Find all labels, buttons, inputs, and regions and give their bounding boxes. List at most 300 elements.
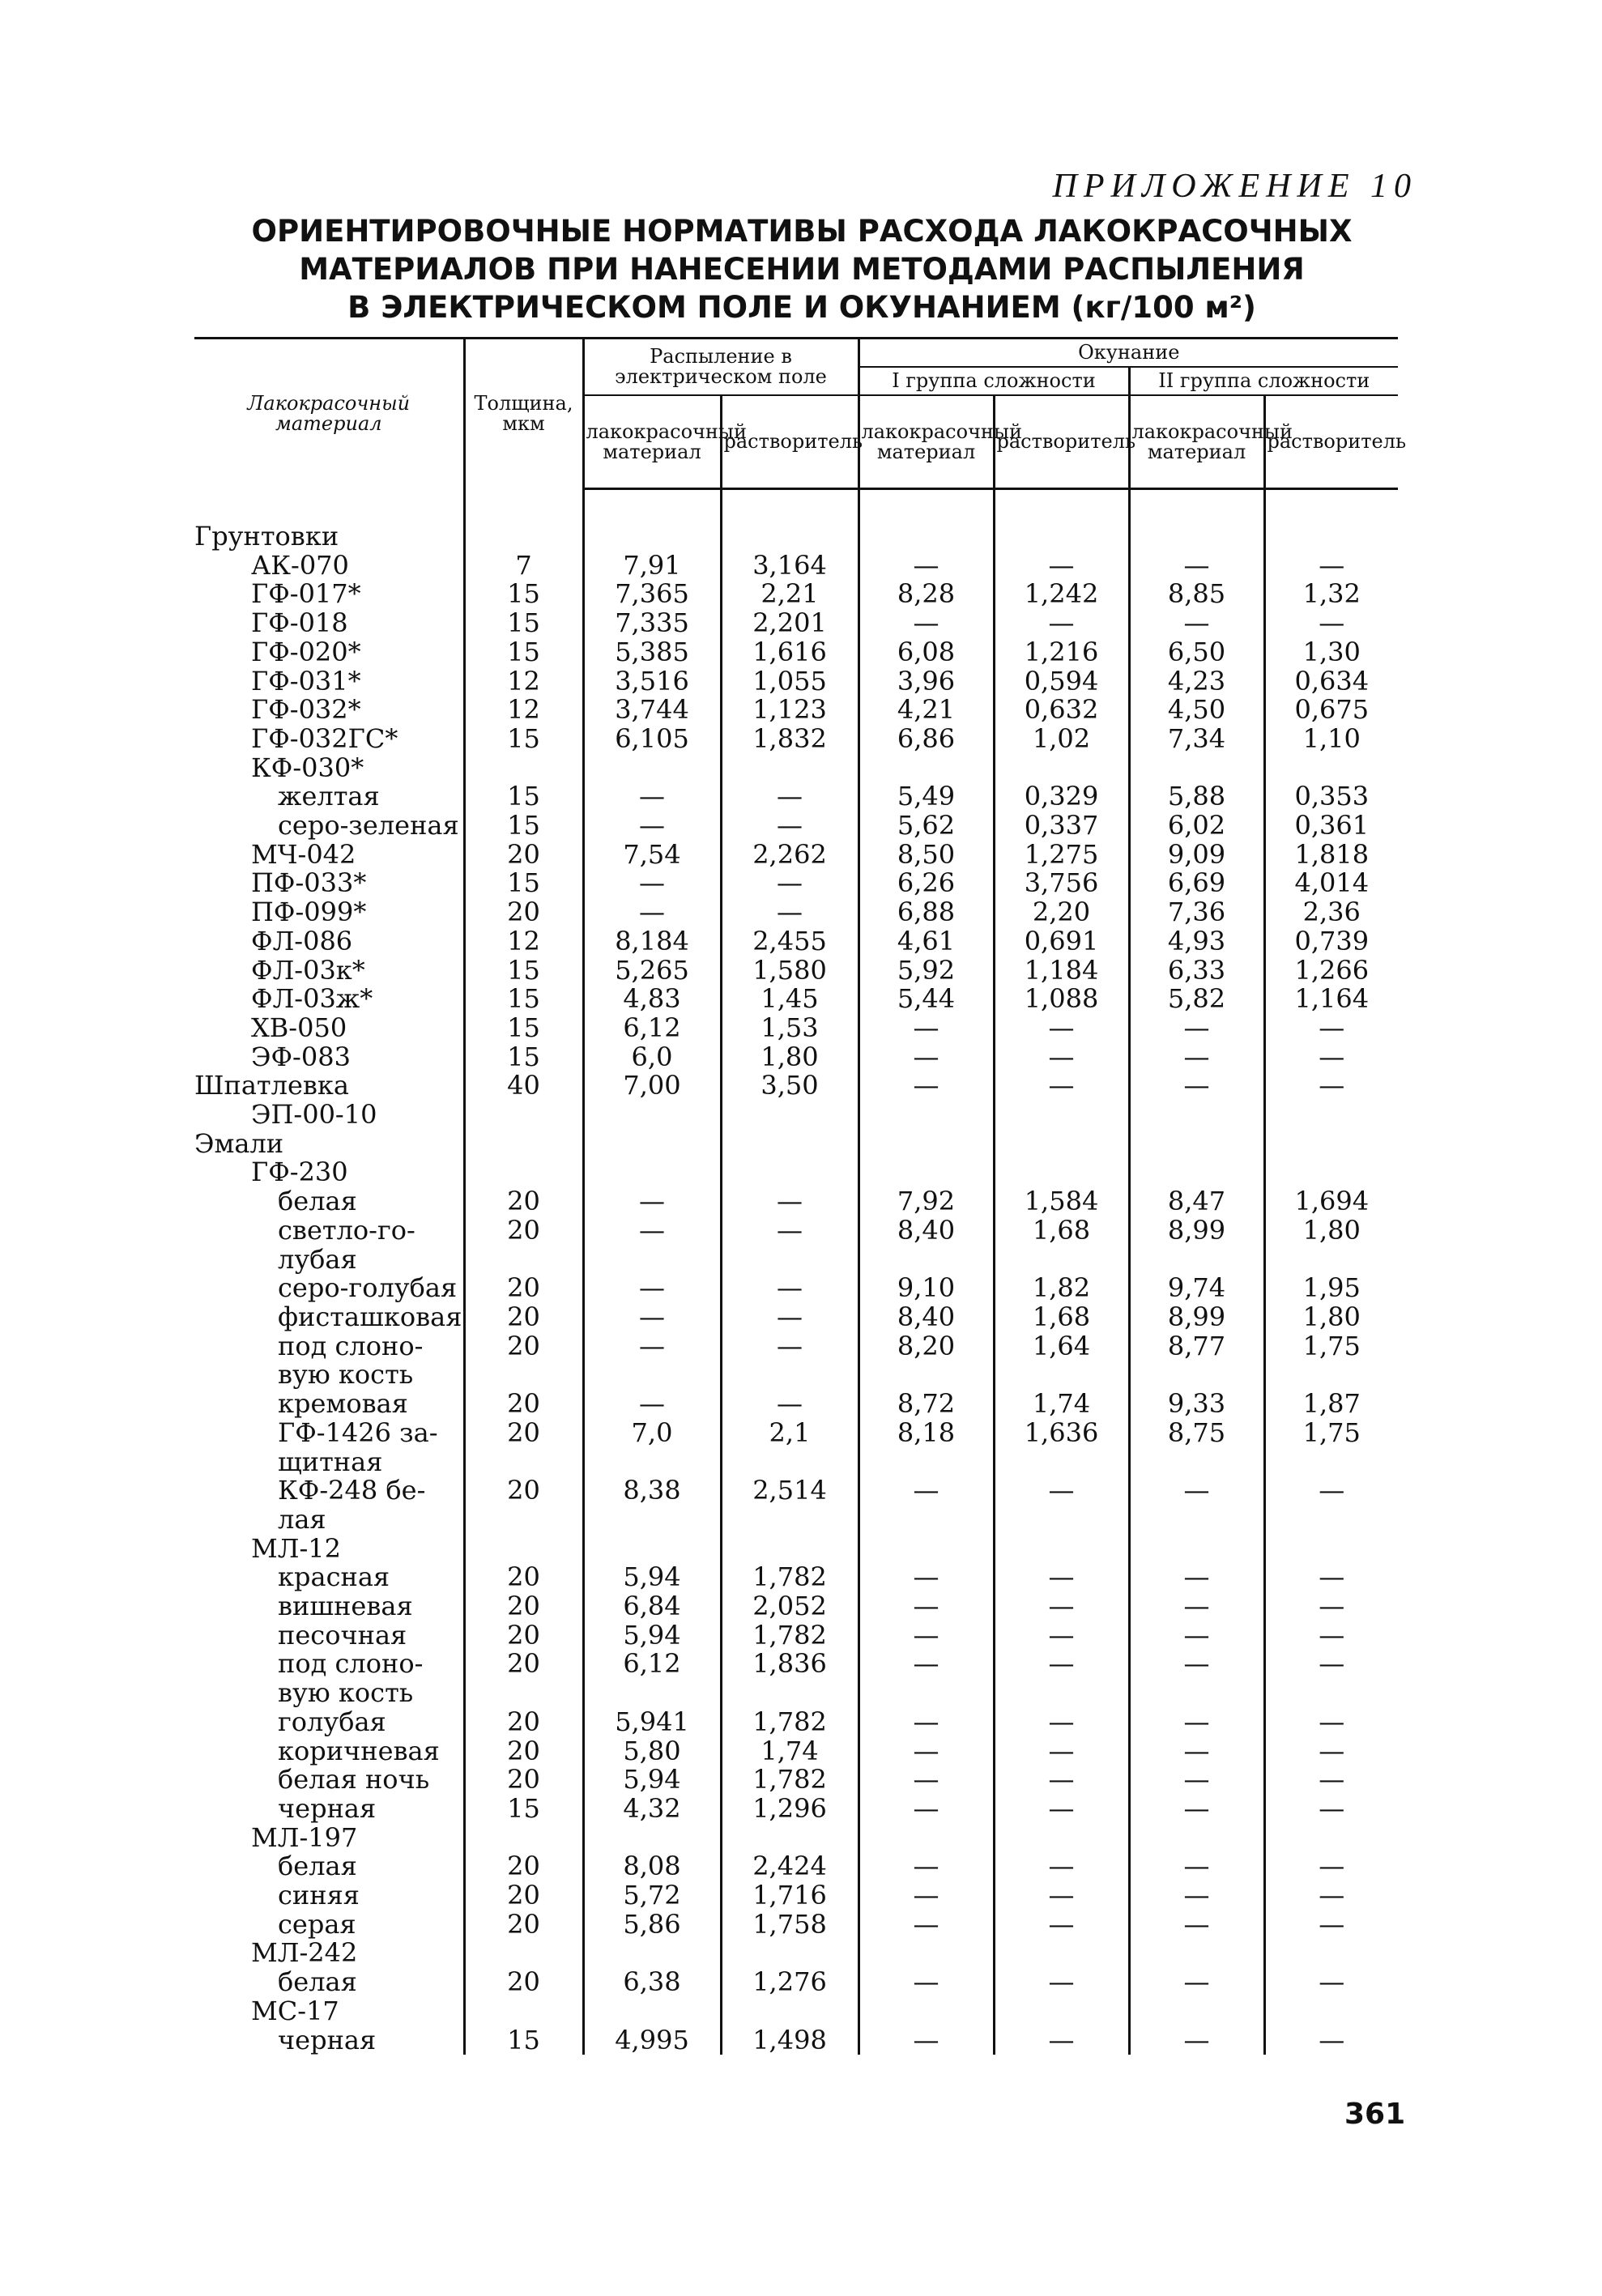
table-spacer [194,489,1398,523]
g2-paint-cell [1129,1158,1264,1187]
spray-solvent-cell: 1,580 [721,956,859,986]
spray-paint-cell: — [583,811,721,841]
spray-solvent-cell: 2,262 [721,841,859,870]
g2-solvent-cell: 2,36 [1264,898,1398,927]
spray-solvent-cell: 1,782 [721,1563,859,1592]
g1-solvent-cell: 1,02 [994,725,1129,754]
g1-solvent-cell: 1,68 [994,1216,1129,1246]
g2-paint-cell: — [1129,1737,1264,1766]
g1-solvent-cell: — [994,1766,1129,1795]
spray-solvent-cell [721,522,859,552]
g2-paint-cell: — [1129,1795,1264,1824]
material-name: кремовая [278,1388,408,1420]
g2-solvent-cell: — [1264,1881,1398,1910]
g2-solvent-cell: — [1264,552,1398,581]
table-row [194,609,1398,638]
g1-solvent-cell: — [994,609,1129,638]
thickness-cell [464,1448,583,1477]
g2-solvent-cell [1264,1158,1398,1187]
spray-paint-cell: 4,32 [583,1795,721,1824]
g1-solvent-cell: — [994,1043,1129,1072]
g2-paint-cell: 9,33 [1129,1390,1264,1419]
spray-paint-cell [583,522,721,552]
g2-paint-cell: 8,75 [1129,1419,1264,1448]
material-name: вую кость [278,1677,414,1709]
g2-solvent-cell: — [1264,609,1398,638]
g1-solvent-cell: — [994,1968,1129,1997]
spray-solvent-cell [721,1246,859,1275]
thickness-cell: 20 [464,1303,583,1332]
g2-solvent-cell: 0,353 [1264,782,1398,811]
g1-paint-cell: — [859,1592,994,1621]
table-row [194,1766,1398,1795]
table-row [194,1506,1398,1535]
g2-solvent-cell: 1,87 [1264,1390,1398,1419]
thickness-cell [464,1997,583,2026]
thickness-cell: 20 [464,1621,583,1651]
g1-paint-cell: 5,49 [859,782,994,811]
spray-paint-cell [583,1101,721,1130]
spray-solvent-cell: — [721,1390,859,1419]
thickness-cell: 15 [464,811,583,841]
thickness-cell [464,1246,583,1275]
table-row [194,1737,1398,1766]
table-row [194,1361,1398,1390]
g2-solvent-cell [1264,1939,1398,1968]
g1-paint-cell: — [859,1766,994,1795]
g2-solvent-cell: 1,694 [1264,1187,1398,1216]
g1-paint-cell: 6,88 [859,898,994,927]
g2-solvent-cell: — [1264,1043,1398,1072]
spray-paint-cell: 7,335 [583,609,721,638]
thickness-cell: 15 [464,638,583,667]
g1-paint-cell: 8,20 [859,1332,994,1361]
spray-solvent-cell: 1,296 [721,1795,859,1824]
table-row [194,985,1398,1014]
g1-paint-cell: 8,72 [859,1390,994,1419]
table-row [194,522,1398,552]
g2-paint-cell: — [1129,609,1264,638]
thickness-cell [464,1130,583,1159]
g2-paint-cell [1129,1448,1264,1477]
spray-solvent-cell [721,1824,859,1853]
material-name: Шпатлевка [194,1070,349,1101]
material-name: МЧ-042 [251,838,356,870]
thickness-cell: 12 [464,927,583,956]
g2-paint-cell: — [1129,1476,1264,1506]
g2-solvent-cell: — [1264,1071,1398,1101]
spray-solvent-cell: — [721,1332,859,1361]
thickness-cell: 20 [464,1390,583,1419]
g2-paint-cell [1129,1101,1264,1130]
thickness-cell: 15 [464,580,583,609]
g2-solvent-cell: 1,75 [1264,1332,1398,1361]
g1-solvent-cell: 0,691 [994,927,1129,956]
spray-paint-cell: 8,08 [583,1852,721,1881]
g1-paint-cell [859,1506,994,1535]
material-name: серая [278,1908,356,1940]
g1-solvent-cell: — [994,1881,1129,1910]
g2-solvent-cell: 1,80 [1264,1216,1398,1246]
spray-paint-cell: — [583,1332,721,1361]
table-row [194,956,1398,986]
g1-solvent-cell: 1,64 [994,1332,1129,1361]
spray-paint-cell: 6,12 [583,1650,721,1679]
thickness-cell: 20 [464,1332,583,1361]
table-row [194,1997,1398,2026]
material-name: серо-зеленая [278,810,459,841]
g1-paint-cell: 4,21 [859,696,994,725]
g2-solvent-cell: — [1264,1737,1398,1766]
spray-solvent-cell: 3,50 [721,1071,859,1101]
g1-solvent-cell: 1,088 [994,985,1129,1014]
spray-solvent-cell: — [721,1303,859,1332]
thickness-cell: 15 [464,1014,583,1043]
g2-paint-cell: 5,82 [1129,985,1264,1014]
g2-paint-cell: — [1129,1071,1264,1101]
g1-paint-cell: — [859,1795,994,1824]
material-name: ГФ-1426 за- [278,1416,438,1448]
g2-paint-cell: 8,99 [1129,1216,1264,1246]
spray-solvent-cell: 1,276 [721,1968,859,1997]
thickness-cell: 20 [464,1852,583,1881]
g1-paint-cell: — [859,1910,994,1940]
thickness-cell: 15 [464,1795,583,1824]
spray-solvent-cell: 1,782 [721,1766,859,1795]
thickness-cell [464,754,583,783]
thickness-cell: 20 [464,1274,583,1303]
g2-paint-cell: — [1129,1043,1264,1072]
g1-paint-cell: — [859,1737,994,1766]
thickness-cell: 20 [464,1592,583,1621]
material-name: коричневая [278,1735,440,1766]
material-name: песочная [278,1619,407,1651]
material-name: ЭП-00-10 [251,1099,377,1131]
g2-solvent-cell: 0,361 [1264,811,1398,841]
g2-paint-cell [1129,754,1264,783]
g2-solvent-cell: 1,80 [1264,1303,1398,1332]
g1-solvent-cell: — [994,1621,1129,1651]
page-title [194,212,1409,326]
spray-paint-cell: 5,86 [583,1910,721,1940]
spray-paint-cell: 7,00 [583,1071,721,1101]
material-name: ГФ-020* [251,636,361,667]
g1-solvent-cell: 2,20 [994,898,1129,927]
table-row [194,1910,1398,1940]
g1-paint-cell: 6,26 [859,869,994,898]
g2-paint-cell: 9,09 [1129,841,1264,870]
g1-solvent-cell: — [994,1650,1129,1679]
g2-solvent-cell: 0,634 [1264,667,1398,696]
thickness-cell: 12 [464,696,583,725]
thickness-cell [464,1939,583,1968]
g1-solvent-cell: 0,329 [994,782,1129,811]
spray-paint-cell [583,1246,721,1275]
spray-solvent-cell: 1,74 [721,1737,859,1766]
g2-paint-cell: 5,88 [1129,782,1264,811]
g1-solvent-cell: — [994,552,1129,581]
g1-paint-cell: — [859,1852,994,1881]
spray-paint-cell: — [583,898,721,927]
g2-paint-cell: — [1129,1592,1264,1621]
g2-solvent-cell [1264,1679,1398,1708]
g2-paint-cell: 4,23 [1129,667,1264,696]
thickness-cell [464,522,583,552]
spray-paint-cell: 4,83 [583,985,721,1014]
g2-solvent-cell: — [1264,1650,1398,1679]
thickness-cell: 20 [464,1419,583,1448]
thickness-cell [464,1158,583,1187]
material-name: лубая [278,1243,357,1275]
g1-paint-cell: 8,40 [859,1216,994,1246]
g1-paint-cell [859,1939,994,1968]
header-g1-solvent: растворитель [994,395,1129,489]
spray-paint-cell [583,1158,721,1187]
material-name: АК-070 [251,549,349,581]
material-name: красная [278,1561,390,1593]
material-name: МЛ-12 [251,1532,341,1564]
header-g2-paint: лакокрасочный материал [1129,395,1264,489]
header-g1-paint: лакокрасочный материал [859,395,994,489]
header-spray: Распыление в электрическом поле [583,339,859,396]
thickness-cell: 20 [464,1766,583,1795]
g1-solvent-cell: — [994,1910,1129,1940]
g2-paint-cell: 8,99 [1129,1303,1264,1332]
header-material: Лакокрасочный материал [194,339,464,489]
spray-paint-cell: 6,84 [583,1592,721,1621]
spray-paint-cell [583,1997,721,2026]
g2-paint-cell [1129,522,1264,552]
spray-paint-cell [583,1130,721,1159]
g1-paint-cell: 4,61 [859,927,994,956]
g1-paint-cell [859,1448,994,1477]
spray-solvent-cell: 1,832 [721,725,859,754]
g1-solvent-cell: 1,242 [994,580,1129,609]
table-row [194,1130,1398,1159]
spray-paint-cell: 7,0 [583,1419,721,1448]
spray-solvent-cell [721,1679,859,1708]
material-name: белая ночь [278,1764,430,1795]
g2-paint-cell: 4,50 [1129,696,1264,725]
thickness-cell: 15 [464,1043,583,1072]
spray-solvent-cell: 2,201 [721,609,859,638]
g1-paint-cell [859,1679,994,1708]
spray-solvent-cell: — [721,811,859,841]
table-row [194,667,1398,696]
consumption-table [194,337,1407,2055]
spray-paint-cell: — [583,1216,721,1246]
spray-solvent-cell: — [721,1274,859,1303]
g1-paint-cell [859,1361,994,1390]
g2-paint-cell: 6,69 [1129,869,1264,898]
g2-paint-cell [1129,1246,1264,1275]
g1-solvent-cell: 3,756 [994,869,1129,898]
spray-paint-cell: 5,72 [583,1881,721,1910]
g1-solvent-cell [994,1361,1129,1390]
spray-paint-cell: 5,265 [583,956,721,986]
thickness-cell [464,1101,583,1130]
thickness-cell: 20 [464,1187,583,1216]
thickness-cell: 12 [464,667,583,696]
material-name: лая [278,1503,326,1535]
table-row [194,869,1398,898]
spray-solvent-cell: 1,782 [721,1708,859,1737]
spray-paint-cell: — [583,782,721,811]
table-row [194,580,1398,609]
g1-solvent-cell: — [994,1563,1129,1592]
g2-solvent-cell: — [1264,1852,1398,1881]
g2-paint-cell: 7,34 [1129,725,1264,754]
spray-solvent-cell [721,1130,859,1159]
thickness-cell: 20 [464,898,583,927]
g2-solvent-cell: 1,30 [1264,638,1398,667]
g1-solvent-cell [994,1101,1129,1130]
g1-paint-cell: — [859,1014,994,1043]
spray-paint-cell [583,1535,721,1564]
g2-solvent-cell [1264,1130,1398,1159]
spray-solvent-cell: 1,055 [721,667,859,696]
table-row [194,1390,1398,1419]
spray-paint-cell [583,1824,721,1853]
table-row [194,1939,1398,1968]
g1-solvent-cell: 1,584 [994,1187,1129,1216]
thickness-cell: 15 [464,985,583,1014]
page-number: 361 [1344,2098,1406,2131]
g1-paint-cell [859,522,994,552]
g1-solvent-cell [994,522,1129,552]
table-row [194,1187,1398,1216]
spray-paint-cell: 6,12 [583,1014,721,1043]
material-name: МЛ-197 [251,1821,358,1853]
g1-solvent-cell: — [994,1476,1129,1506]
spray-paint-cell: — [583,869,721,898]
g2-solvent-cell: — [1264,1766,1398,1795]
g1-solvent-cell [994,1130,1129,1159]
table-row [194,696,1398,725]
g2-solvent-cell: 1,95 [1264,1274,1398,1303]
g1-paint-cell [859,1101,994,1130]
spray-solvent-cell: 1,836 [721,1650,859,1679]
g1-paint-cell [859,1824,994,1853]
g2-paint-cell [1129,1997,1264,2026]
g1-paint-cell [859,754,994,783]
table-row [194,1216,1398,1246]
spray-solvent-cell: 2,21 [721,580,859,609]
g2-paint-cell: 6,33 [1129,956,1264,986]
spray-solvent-cell: 1,80 [721,1043,859,1072]
material-name: ГФ-018 [251,607,348,639]
spray-paint-cell: 5,94 [583,1766,721,1795]
g1-solvent-cell: 1,82 [994,1274,1129,1303]
thickness-cell: 15 [464,956,583,986]
spray-solvent-cell [721,754,859,783]
spray-paint-cell: 7,54 [583,841,721,870]
thickness-cell: 20 [464,1708,583,1737]
material-name: Эмали [194,1127,284,1159]
g2-solvent-cell [1264,1361,1398,1390]
spray-paint-cell: 7,365 [583,580,721,609]
material-name: ГФ-032* [251,694,361,726]
g1-paint-cell: — [859,1708,994,1737]
g2-solvent-cell [1264,1448,1398,1477]
table-row [194,1592,1398,1621]
table-body [194,489,1398,2055]
g1-paint-cell: — [859,1071,994,1101]
spray-solvent-cell: — [721,782,859,811]
spray-paint-cell: — [583,1187,721,1216]
g1-solvent-cell [994,1939,1129,1968]
table-row [194,782,1398,811]
material-name: ФЛ-086 [251,925,353,956]
table-row [194,927,1398,956]
thickness-cell [464,1679,583,1708]
table-row [194,1476,1398,1506]
g1-paint-cell: 8,18 [859,1419,994,1448]
material-name: ГФ-031* [251,665,361,696]
g2-solvent-cell: 1,32 [1264,580,1398,609]
g1-paint-cell: 3,96 [859,667,994,696]
material-name: под слоно- [278,1330,424,1361]
spray-solvent-cell [721,1448,859,1477]
material-name: желтая [278,781,380,812]
g1-paint-cell [859,1535,994,1564]
g2-paint-cell: — [1129,1650,1264,1679]
g2-solvent-cell [1264,1506,1398,1535]
g2-paint-cell: 7,36 [1129,898,1264,927]
spray-paint-cell: 6,105 [583,725,721,754]
thickness-cell: 20 [464,1968,583,1997]
g1-solvent-cell: — [994,1708,1129,1737]
spray-solvent-cell: 2,455 [721,927,859,956]
spray-paint-cell: 5,80 [583,1737,721,1766]
g2-paint-cell: — [1129,1014,1264,1043]
table-row [194,1101,1398,1130]
table-row [194,1824,1398,1853]
g2-solvent-cell [1264,1824,1398,1853]
thickness-cell: 20 [464,841,583,870]
g2-paint-cell: 6,02 [1129,811,1264,841]
g2-solvent-cell: — [1264,1592,1398,1621]
material-name: ГФ-230 [251,1157,348,1188]
spray-solvent-cell: — [721,1216,859,1246]
spray-solvent-cell: 1,758 [721,1910,859,1940]
spray-paint-cell: 5,385 [583,638,721,667]
g2-paint-cell [1129,1939,1264,1968]
g2-solvent-cell [1264,1997,1398,2026]
thickness-cell [464,1535,583,1564]
material-name: черная [278,2024,377,2055]
spray-solvent-cell: 2,052 [721,1592,859,1621]
g1-solvent-cell: 1,74 [994,1390,1129,1419]
g1-paint-cell: 7,92 [859,1187,994,1216]
g1-paint-cell: — [859,1968,994,1997]
g1-paint-cell: — [859,552,994,581]
g2-paint-cell [1129,1361,1264,1390]
title-line: ОРИЕНТИРОВОЧНЫЕ НОРМАТИВЫ РАСХОДА ЛАКОКРАСОЧНЫХ [251,214,1353,249]
g1-solvent-cell: 1,216 [994,638,1129,667]
header-group-2: II группа сложности [1129,367,1398,395]
material-name: синяя [278,1880,360,1911]
table-row [194,1852,1398,1881]
header-dipping: Окунание [859,339,1398,368]
spray-solvent-cell [721,1997,859,2026]
table-row [194,1419,1398,1448]
spray-paint-cell: 3,516 [583,667,721,696]
table-row [194,811,1398,841]
g2-paint-cell [1129,1130,1264,1159]
g2-paint-cell: — [1129,1852,1264,1881]
thickness-cell: 40 [464,1071,583,1101]
